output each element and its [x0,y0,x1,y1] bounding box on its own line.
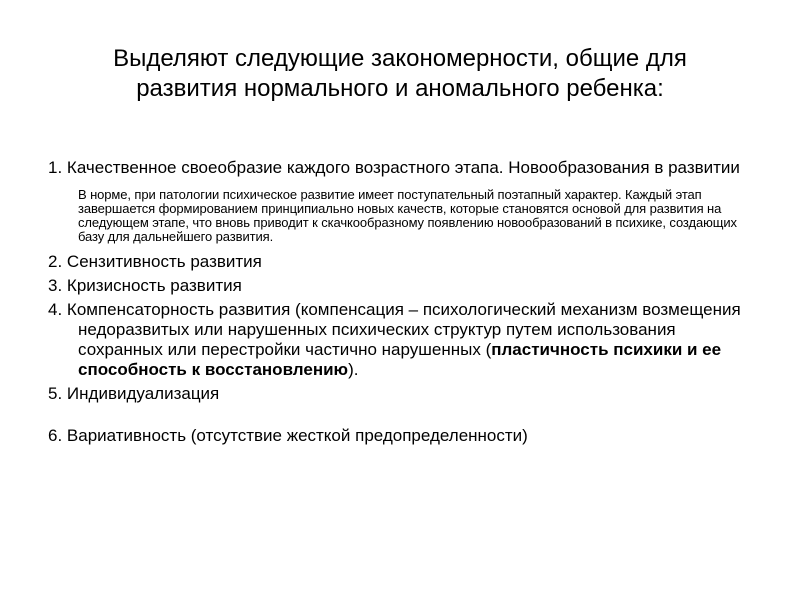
item-number: 4. [48,300,63,319]
item-number: 1. [48,158,63,177]
item-text: Кризисность развития [66,276,242,295]
item-text: Вариативность (отсутствие жесткой предопределенности) [66,426,528,445]
item-number: 6. [48,426,63,445]
item-text: Индивидуализация [66,384,220,403]
item-text: Качественное своеобразие каждого возрастного этапа. Новообразования в развитии [66,158,740,177]
slide-title [40,44,760,104]
title-line-2: развития нормального и аномального ребенка: [136,75,664,102]
item-1-note: В норме, при патологии психическое развитие имеет поступательный поэтапный характер. Каждый этап завершается формированием принципиально новых качеств, которые становятся основой для развития на следующем этапе, что вновь приводит к скачкообразному появлению новообразований в психике, создающих базу для дальнейшего развития. [78,187,737,244]
list-item-1 [48,158,760,178]
list-item-4 [48,300,760,380]
title-line-1: Выделяют следующие закономерности, общие для [113,45,687,72]
item-number: 2. [48,252,63,271]
item-text: Сензитивность развития [66,252,262,271]
item-text-end: ). [348,360,359,379]
list-item-2 [48,252,760,272]
slide-content [48,158,760,450]
item-number: 3. [48,276,63,295]
item-text-bold: пластичность психики и ее способность к восстановлению [78,340,722,379]
list-item-5 [48,384,760,404]
item-text: Компенсаторность развития (компенсация – психологический механизм возмещения недоразвитых или нарушенных психических структур путем использования сохранных или перестройки частично нарушенных ( [66,300,741,359]
list-item-6 [48,426,760,446]
item-number: 5. [48,384,63,403]
list-item-3 [48,276,760,296]
